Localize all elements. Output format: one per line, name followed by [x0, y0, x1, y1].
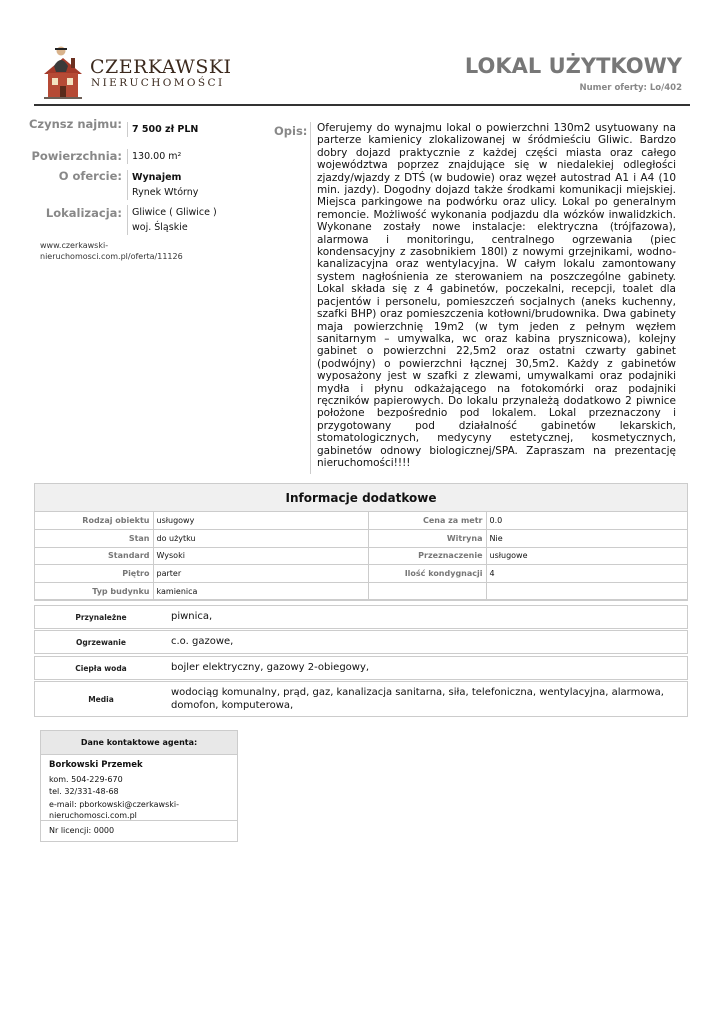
table-cell-label: Piętro — [35, 565, 153, 583]
table-cell-label: Typ budynku — [35, 582, 153, 600]
offer-label: O ofercie: — [58, 169, 122, 183]
feature-row — [34, 605, 688, 629]
description-text: Oferujemy do wynajmu lokal o powierzchni 130m2 usytuowany na parterze kamienicy zlokalizowanej w śródmieściu Gliwic. Bardzo dobry dojazd praktycznie z każdej części miasta oraz całego województwa poprzez znajdujące się w niedalekiej odległości zjazdy/wjazdy z DTŚ (w budowie) oraz węzeł autostrad A1 i A4 (10 min. jazdy). Dogodny dojazd także środkami komunikacji miejskiej. Miejsca parkingowe na podwórku oraz ulicy. Lokal po generalnym remoncie. Możliwość wykonania podjazdu dla wózków inwalidzkich. Wykonane zostały nowe instalacje: elektryczna (trójfazowa), alarmowa i monitoringu, centralnego ogrzewania (piec kondensacyjny z zasobnikiem 180l) z nowymi grzejnikami, wodno-kanalizacyjna oraz wentylacyjna. W całym lokalu zamontowany system nagłośnienia ze sterowaniem na poszczególne gabinety. Lokal składa się z 4 gabinetów, poczekalni, recepcji, toalet dla pacjentów i personelu, pomieszczeń socjalnych (aneks kuchenny, szafki BHP) oraz pomieszczenia kotłowni/brudownika. Dwa gabinety maja powierzchnię 19m2 (w tym jeden z pełnym węzłem sanitarnym – umywalka, wc oraz kabina prysznicowa), kolejny gabinet o powierzchni 22,5m2 oraz ostatni czwarty gabinet (podwójny) o powierzchni łącznej 30,5m2. Każdy z gabinetów wyposażony jest w szafki z zlewami, umywalkami oraz podajniki mydła i płynu odkażającego na fotokomórki oraz podajniki ręczników papierowych. Do lokalu przynależą dodatkowo 2 piwnice położone bezpośrednio pod lokalem. Lokal przeznaczony i przygotowany pod działalność gabinetów lekarskich, stomatologicznych, medycyny estetycznej, kosmetycznych, gabinetów odnowy biologicznej/SPA. Zapraszam na prezentację nieruchomości!!!! — [310, 122, 676, 474]
table-cell-value: Nie — [486, 530, 687, 548]
agent-mobile: kom. 504-229-670 — [49, 774, 123, 784]
feature-label: Ciepła woda — [75, 663, 127, 673]
contact-title: Dane kontaktowe agenta: — [41, 731, 237, 755]
feature-value: c.o. gazowe, — [171, 636, 234, 647]
feature-row — [34, 630, 688, 654]
table-cell-value — [486, 582, 687, 600]
location-city: Gliwice ( Gliwice ) — [132, 207, 217, 218]
table-cell-value: usługowe — [486, 547, 687, 565]
table-cell-value: do użytku — [153, 530, 368, 548]
location-region: woj. Śląskie — [132, 222, 188, 233]
rent-label: Czynsz najmu: — [28, 117, 122, 131]
table-cell-value: parter — [153, 565, 368, 583]
table-cell-value: kamienica — [153, 582, 368, 600]
page-title: LOKAL UŻYTKOWY — [464, 54, 682, 78]
agent-license: Nr licencji: 0000 — [41, 820, 237, 841]
house-with-figure-logo-icon — [40, 44, 86, 100]
header-divider — [34, 104, 690, 106]
table-cell-label: Stan — [35, 530, 153, 548]
table-cell-value: 0.0 — [486, 512, 687, 530]
table-cell-label: Rodzaj obiektu — [35, 512, 153, 530]
table-row — [35, 547, 687, 565]
logo-subtitle: NIERUCHOMOŚCI — [91, 77, 225, 89]
feature-value: bojler elektryczny, gazowy 2-obiegowy, — [171, 662, 370, 673]
offer-url-link[interactable]: www.czerkawski-nieruchomosci.com.pl/oferta/11126 — [40, 241, 183, 261]
offer-market: Rynek Wtórny — [132, 187, 199, 198]
feature-value: piwnica, — [171, 611, 213, 622]
feature-value: wodociąg komunalny, prąd, gaz, kanalizacja sanitarna, siła, telefoniczna, wentylacyjna, alarmowa, domofon, komputerowa, — [171, 687, 664, 711]
table-cell-value: 4 — [486, 565, 687, 583]
feature-label: Media — [88, 694, 114, 704]
feature-row — [34, 656, 688, 680]
area-label: Powierzchnia: — [31, 149, 122, 163]
table-row — [35, 530, 687, 548]
agent-contact-box — [40, 730, 238, 842]
feature-label: Przynależne — [75, 612, 127, 622]
additional-info-title: Informacje dodatkowe — [35, 484, 687, 512]
table-row — [35, 512, 687, 530]
table-cell-label — [368, 582, 486, 600]
rent-value: 7 500 zł PLN — [132, 124, 199, 135]
table-cell-value: Wysoki — [153, 547, 368, 565]
area-value: 130.00 m² — [127, 149, 181, 164]
offer-number: Numer oferty: Lo/402 — [579, 83, 682, 93]
table-row — [35, 565, 687, 583]
location-label: Lokalizacja: — [45, 206, 122, 220]
table-cell-label: Przeznaczenie — [368, 547, 486, 565]
table-cell-label: Witryna — [368, 530, 486, 548]
agent-email[interactable]: e-mail: pborkowski@czerkawski-nieruchomosci.com.pl — [49, 799, 179, 820]
feature-row — [34, 681, 688, 717]
feature-label: Ogrzewanie — [76, 637, 126, 647]
additional-info-panel — [34, 483, 688, 601]
logo-name: CZERKAWSKI — [90, 56, 232, 78]
additional-info-table — [35, 512, 687, 600]
agent-name: Borkowski Przemek — [49, 760, 143, 770]
company-logo — [40, 44, 230, 100]
table-row — [35, 582, 687, 600]
agent-phone: tel. 32/331-48-68 — [49, 787, 119, 796]
table-cell-label: Ilość kondygnacji — [368, 565, 486, 583]
table-cell-label: Standard — [35, 547, 153, 565]
description-label: Opis: — [274, 124, 308, 138]
offer-type: Wynajem — [132, 172, 182, 183]
table-cell-value: usługowy — [153, 512, 368, 530]
table-cell-label: Cena za metr — [368, 512, 486, 530]
